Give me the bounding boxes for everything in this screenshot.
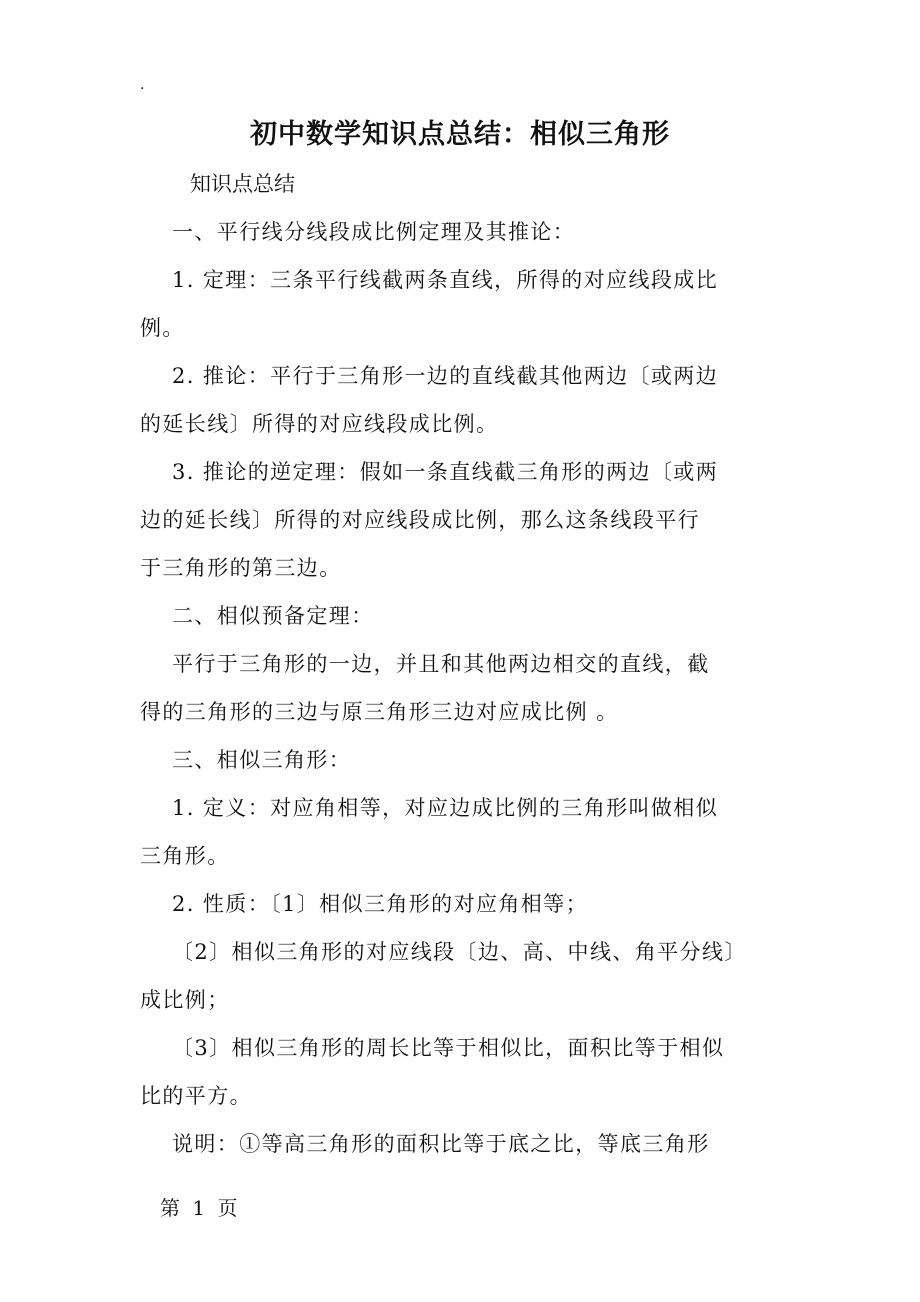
text-line: 成比例；	[140, 988, 230, 1012]
section-subheading: 知识点总结	[190, 172, 295, 196]
text-line: 比的平方。	[140, 1084, 252, 1108]
text-line: 1. 定理：三条平行线截两条直线，所得的对应线段成比	[172, 268, 719, 292]
text-line: 一、平行线分线段成比例定理及其推论：	[172, 220, 576, 244]
text-line: 三、相似三角形：	[172, 748, 352, 772]
text-line: 〔3〕相似三角形的周长比等于相似比，面积比等于相似	[172, 1036, 725, 1060]
text-line: 2. 性质：〔1〕相似三角形的对应角相等；	[172, 892, 588, 916]
text-line: 得的三角形的三边与原三角形三边对应成比例 。	[140, 700, 619, 724]
page-title: 初中数学知识点总结：相似三角形	[250, 119, 670, 150]
text-line: 2. 推论：平行于三角形一边的直线截其他两边〔或两边	[172, 364, 719, 388]
page-number: 第 1 页	[160, 1196, 238, 1220]
text-line: 例。	[140, 316, 185, 340]
document-body	[140, 208, 780, 1188]
text-line: 于三角形的第三边。	[140, 556, 342, 580]
text-line: 平行于三角形的一边，并且和其他两边相交的直线，截	[172, 652, 710, 676]
text-line: 的延长线〕所得的对应线段成比例。	[140, 412, 499, 436]
text-line: 3. 推论的逆定理：假如一条直线截三角形的两边〔或两	[172, 460, 719, 484]
text-line: 〔2〕相似三角形的对应线段〔边、高、中线、角平分线〕	[172, 940, 747, 964]
text-line: 1. 定义：对应角相等，对应边成比例的三角形叫做相似	[172, 796, 719, 820]
text-line: 二、相似预备定理：	[172, 604, 374, 628]
text-line: 说明：①等高三角形的面积比等于底之比，等底三角形	[172, 1132, 710, 1156]
text-line: 边的延长线〕所得的对应线段成比例，那么这条线段平行	[140, 508, 700, 532]
text-line: 三角形。	[140, 844, 230, 868]
header-dot: .	[140, 77, 145, 93]
